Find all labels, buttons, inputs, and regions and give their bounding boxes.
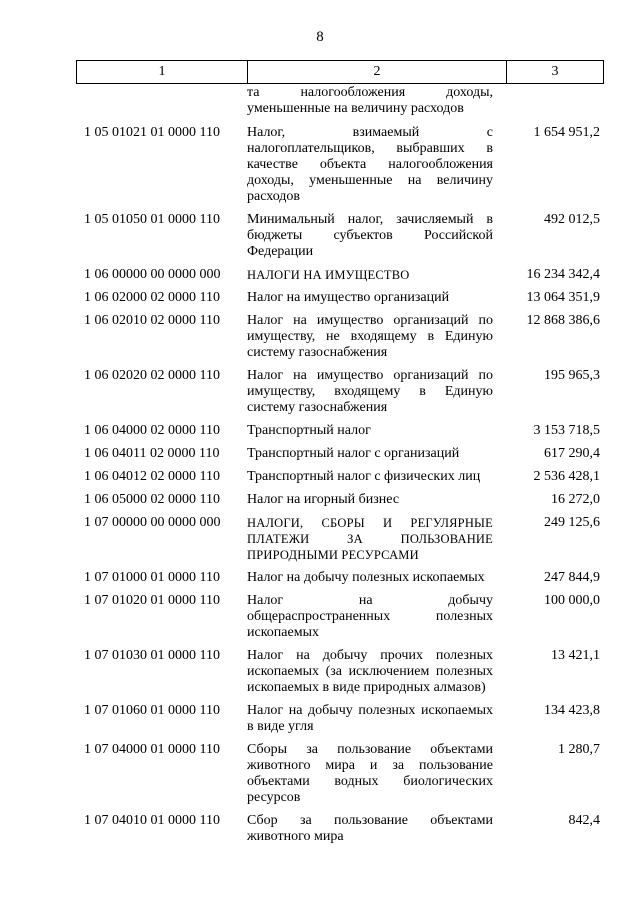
revenue-name: та налогообложения доходы, уменьшенные на величину расходов [247, 85, 493, 116]
table-row [76, 742, 604, 806]
revenue-name: Транспортный налог [247, 423, 371, 438]
revenue-name: Налог, взимаемый с налогоплательщиков, выбравших в качестве объекта налогообложения доходы, уменьшенные на величину расходов [247, 125, 493, 204]
revenue-name: Налог на добычу полезных ископаемых [247, 570, 485, 585]
revenue-name: НАЛОГИ НА ИМУЩЕСТВО [247, 268, 410, 282]
revenue-name: Транспортный налог с физических лиц [247, 469, 481, 484]
revenue-name: Налог на имущество организаций [247, 290, 450, 305]
budget-code: 1 07 04010 01 0000 110 [84, 813, 220, 828]
amount: 12 868 386,6 [526, 313, 600, 328]
revenue-name: Налог на добычу общераспространенных полезных ископаемых [247, 593, 493, 640]
amount: 1 280,7 [558, 742, 600, 757]
budget-code: 1 06 02000 02 0000 110 [84, 290, 220, 305]
amount: 1 654 951,2 [533, 125, 600, 140]
budget-code: 1 06 02010 02 0000 110 [84, 313, 220, 328]
table-row [76, 570, 604, 586]
amount: 617 290,4 [544, 446, 600, 461]
column-header-3: 3 [551, 64, 559, 79]
column-header-2: 2 [248, 61, 507, 83]
budget-code: 1 07 01020 01 0000 110 [84, 593, 220, 608]
table-row [76, 469, 604, 485]
revenue-name: Налог на добычу прочих полезных ископаемых (за исключением полезных ископаемых в виде природных алмазов) [247, 648, 493, 695]
budget-code: 1 07 04000 01 0000 110 [84, 742, 220, 757]
revenue-name: Налог на имущество организаций по имуществу, не входящему в Единую систему газоснабжения [247, 313, 493, 360]
amount: 195 965,3 [544, 368, 600, 383]
budget-code: 1 05 01021 01 0000 110 [84, 125, 220, 140]
revenue-name: Транспортный налог с организаций [247, 446, 460, 461]
table-row [76, 125, 604, 205]
revenue-name: Налог на игорный бизнес [247, 492, 400, 507]
amount: 100 000,0 [544, 593, 600, 608]
table-row [76, 492, 604, 508]
amount: 13 421,1 [551, 648, 600, 663]
budget-code: 1 07 00000 00 0000 000 [84, 515, 221, 530]
budget-code: 1 06 04011 02 0000 110 [84, 446, 220, 461]
table-row [76, 267, 604, 283]
amount [493, 85, 604, 117]
amount: 842,4 [568, 813, 600, 828]
amount: 16 272,0 [551, 492, 600, 507]
amount: 492 012,5 [544, 212, 600, 227]
revenue-name: Налог на добычу полезных ископаемых в виде угля [247, 703, 493, 734]
table-row [76, 648, 604, 696]
table-row [76, 813, 604, 845]
budget-code: 1 06 02020 02 0000 110 [84, 368, 220, 383]
budget-code: 1 07 01060 01 0000 110 [84, 703, 220, 718]
budget-code: 1 07 01030 01 0000 110 [84, 648, 220, 663]
table-row [76, 313, 604, 361]
column-header-1: 1 [77, 61, 248, 83]
budget-code [76, 85, 247, 117]
table-row [76, 85, 604, 117]
page-number: 8 [316, 29, 324, 45]
budget-code: 1 06 05000 02 0000 110 [84, 492, 220, 507]
table-row [76, 515, 604, 563]
amount: 13 064 351,9 [526, 290, 600, 305]
revenue-name: Налог на имущество организаций по имуществу, входящему в Единую систему газоснабжения [247, 368, 493, 415]
amount: 249 125,6 [544, 515, 600, 530]
budget-code: 1 06 04012 02 0000 110 [84, 469, 220, 484]
budget-code: 1 06 04000 02 0000 110 [84, 423, 220, 438]
table-row [76, 446, 604, 462]
amount: 2 536 428,1 [533, 469, 600, 484]
table-row [76, 290, 604, 306]
amount: 3 153 718,5 [533, 423, 600, 438]
budget-code: 1 06 00000 00 0000 000 [84, 267, 221, 282]
budget-code: 1 05 01050 01 0000 110 [84, 212, 220, 227]
table-row [76, 703, 604, 735]
table-row [76, 368, 604, 416]
table-row [76, 423, 604, 439]
revenue-name: Сбор за пользование объектами животного мира [247, 813, 493, 844]
revenue-name: НАЛОГИ, СБОРЫ И РЕГУЛЯРНЫЕ ПЛАТЕЖИ ЗА ПОЛЬЗОВАНИЕ ПРИРОДНЫМИ РЕСУРСАМИ [247, 516, 493, 562]
amount: 16 234 342,4 [526, 267, 600, 282]
revenue-name: Сборы за пользование объектами животного мира и за пользование объектами водных биологических ресурсов [247, 742, 493, 805]
revenue-name: Минимальный налог, зачисляемый в бюджеты субъектов Российской Федерации [247, 212, 493, 259]
amount: 247 844,9 [544, 570, 600, 585]
budget-code: 1 07 01000 01 0000 110 [84, 570, 220, 585]
table-row [76, 212, 604, 260]
table-row [76, 593, 604, 641]
amount: 134 423,8 [544, 703, 600, 718]
table-body [76, 85, 604, 852]
table-header [76, 60, 604, 84]
